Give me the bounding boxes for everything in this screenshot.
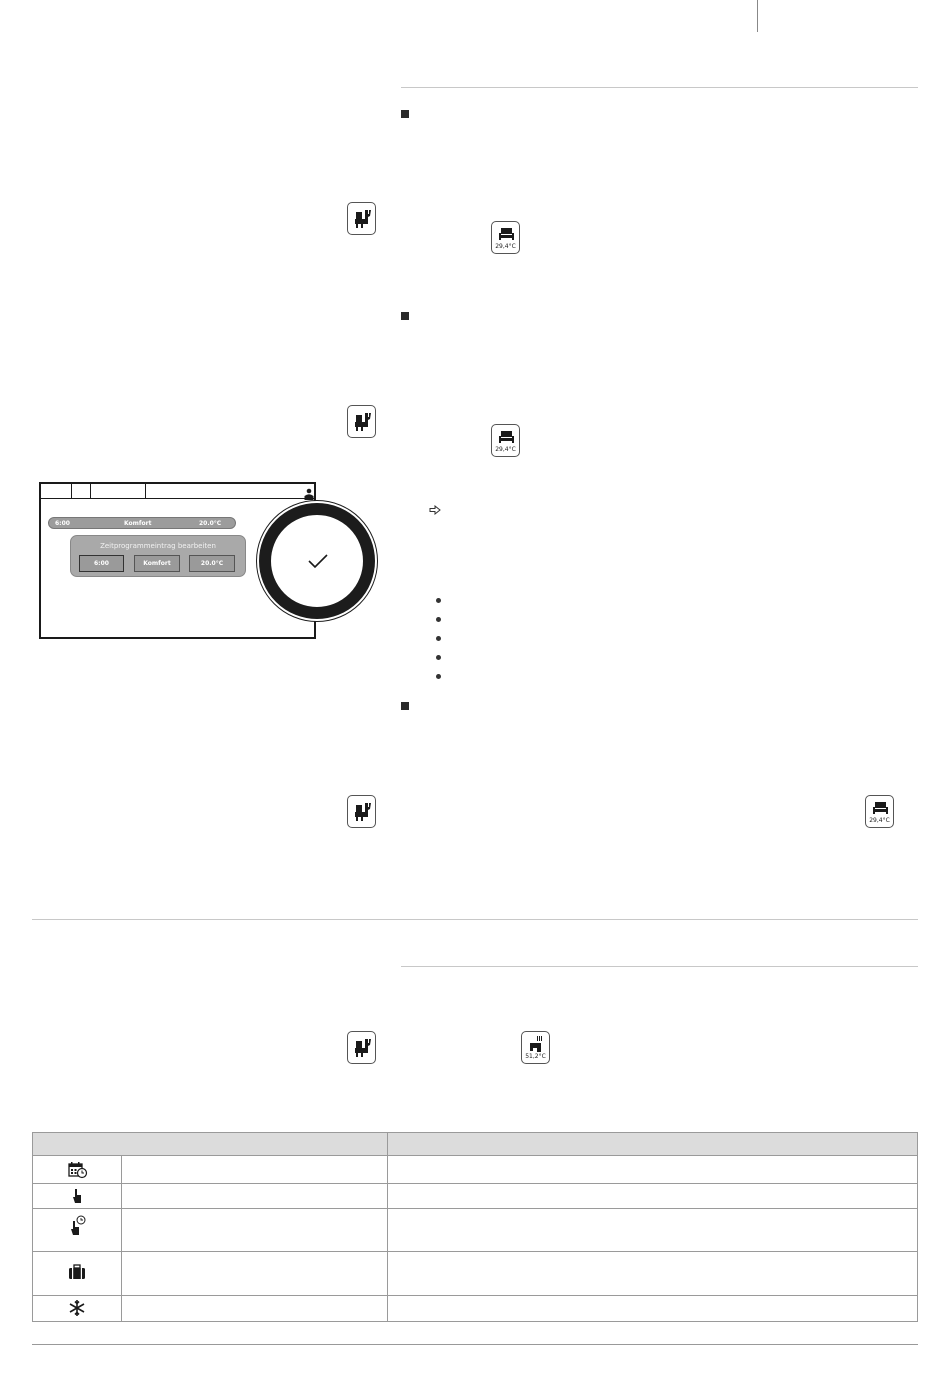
status-bar-divider [145,484,146,498]
room-temperature-button[interactable] [491,424,520,457]
sofa-icon [866,796,895,829]
sofa-icon [492,425,521,458]
list-bullet [436,598,441,603]
installer-icon [347,405,376,438]
edit-mode-field[interactable]: Komfort [134,555,180,572]
snowflake-icon [68,1299,86,1321]
section-rule-lower [401,966,918,967]
user-profile-icon [304,485,314,504]
table-col-divider [121,1156,122,1321]
schedule-time: 6:00 [55,520,70,527]
status-bar-divider [71,484,72,498]
table-col-divider [387,1156,388,1321]
room-temperature-value: 29,4°C [495,446,516,453]
room-temperature-button[interactable] [865,795,894,828]
suitcase-icon [68,1264,86,1284]
list-bullet [436,617,441,622]
table-row-divider [33,1183,917,1184]
list-bullet [436,655,441,660]
section-rule-top [401,87,918,88]
result-arrow-icon [429,500,441,519]
edit-dialog-title: Zeitprogrammeintrag bearbeiten [100,542,216,550]
checkmark-icon [271,515,363,607]
hand-icon [73,1188,83,1208]
schedule-row[interactable] [48,517,236,529]
room-temperature-value: 29,4°C [495,243,516,250]
installer-icon [347,795,376,828]
control-knob[interactable] [259,503,375,619]
section-marker [401,702,409,710]
status-bar-divider [90,484,91,498]
list-bullet [436,674,441,679]
table-row-divider [33,1251,917,1252]
table-body [32,1156,918,1322]
section-divider [32,919,918,920]
section-marker [401,110,409,118]
calendar-clock-icon [68,1161,88,1183]
table-col-divider [387,1133,388,1155]
sofa-icon [492,222,521,255]
installer-icon [347,1031,376,1064]
status-bar-line [41,498,314,499]
edit-time-field[interactable]: 6:00 [79,555,124,572]
table-row-divider [33,1208,917,1209]
table-row-divider [33,1295,917,1296]
hot-water-button[interactable] [521,1031,550,1064]
room-temperature-value: 29,4°C [869,817,890,824]
hot-water-value: 51,2°C [525,1053,546,1060]
hand-clock-icon [69,1215,87,1241]
edit-temp-field[interactable]: 20.0°C [189,555,235,572]
hot-water-tap-icon [522,1032,551,1065]
page-marker-line [757,0,758,32]
installer-icon [347,202,376,235]
footer-rule [32,1344,918,1345]
list-bullet [436,636,441,641]
section-marker [401,312,409,320]
table-header [32,1132,918,1156]
schedule-mode: Komfort [124,520,152,527]
room-temperature-button[interactable] [491,221,520,254]
edit-schedule-dialog [70,535,246,577]
schedule-temp: 20.0°C [199,520,222,527]
